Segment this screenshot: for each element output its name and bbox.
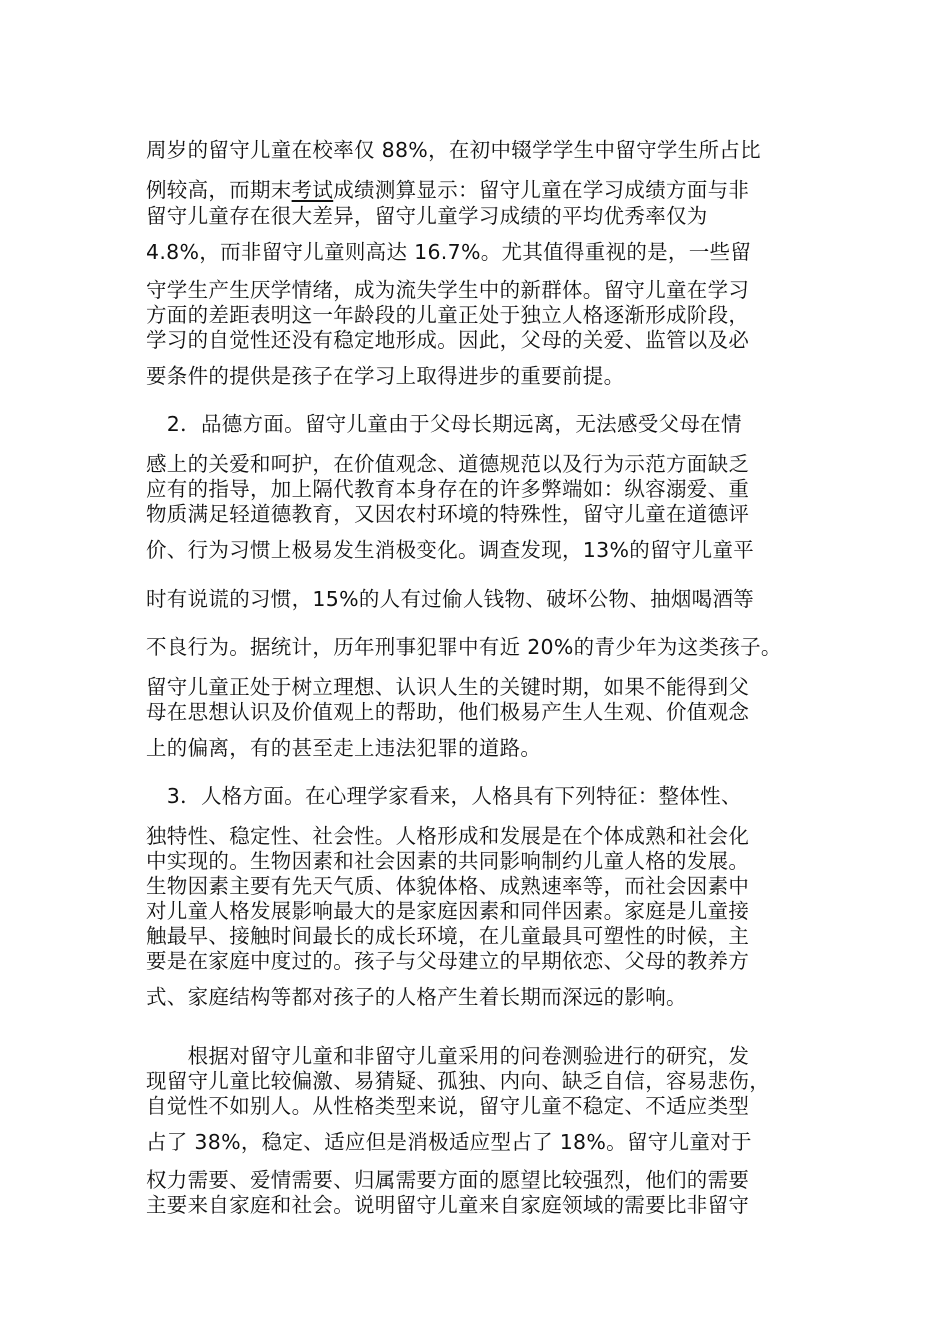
text-line: 自觉性不如别人。从性格类型来说，留守儿童不稳定、不适应类型 [146,1094,750,1118]
text-line: 守学生产生厌学情绪，成为流失学生中的新群体。留守儿童在学习 [146,278,750,302]
text-line: 触最早、接触时间最长的成长环境，在儿童最具可塑性的时候，主 [146,924,750,948]
text-line: 4.8%，而非留守儿童则高达 16.7%。尤其值得重视的是，一些留 [146,240,752,264]
underlined-link-text[interactable]: 考试 [291,178,334,202]
text-line: 上的偏离，有的甚至走上违法犯罪的道路。 [146,736,542,760]
text-line: 学习的自觉性还没有稳定地形成。因此，父母的关爱、监管以及必 [146,328,750,352]
text-line: 应有的指导，加上隔代教育本身存在的许多弊端如：纵容溺爱、重 [146,477,750,501]
text-line: 3．人格方面。在心理学家看来，人格具有下列特征：整体性、 [146,784,742,808]
text-line: 周岁的留守儿童在校率仅 88%，在初中辍学学生中留守学生所占比 [146,138,761,162]
text-line: 要条件的提供是孩子在学习上取得进步的重要前提。 [146,364,625,388]
text-line: 要是在家庭中度过的。孩子与父母建立的早期依恋、父母的教养方 [146,949,750,973]
text-line: 留守儿童正处于树立理想、认识人生的关键时期，如果不能得到父 [146,675,750,699]
text-line: 独特性、稳定性、社会性。人格形成和发展是在个体成熟和社会化 [146,824,750,848]
text-line: 母在思想认识及价值观上的帮助，他们极易产生人生观、价值观念 [146,700,750,724]
text-span: 例较高，而期末 [146,178,292,202]
text-line: 留守儿童存在很大差异，留守儿童学习成绩的平均优秀率仅为 [146,204,708,228]
text-line: 中实现的。生物因素和社会因素的共同影响制约儿童人格的发展。 [146,849,750,873]
text-line: 感上的关爱和呵护，在价值观念、道德规范以及行为示范方面缺乏 [146,452,750,476]
text-line: 主要来自家庭和社会。说明留守儿童来自家庭领域的需要比非留守 [146,1193,750,1217]
text-line: 方面的差距表明这一年龄段的儿童正处于独立人格逐渐形成阶段， [146,303,750,327]
text-line: 价、行为习惯上极易发生消极变化。调查发现，13%的留守儿童平 [146,538,755,562]
text-line: 2．品德方面。留守儿童由于父母长期远离，无法感受父母在情 [146,412,742,436]
text-line: 对儿童人格发展影响最大的是家庭因素和同伴因素。家庭是儿童接 [146,899,750,923]
text-line: 占了 38%，稳定、适应但是消极适应型占了 18%。留守儿童对于 [146,1130,752,1154]
text-line: 物质满足轻道德教育，又因农村环境的特殊性，留守儿童在道德评 [146,502,750,526]
text-line: 不良行为。据统计，历年刑事犯罪中有近 20%的青少年为这类孩子。 [146,635,782,659]
text-line: 现留守儿童比较偏激、易猜疑、孤独、内向、缺乏自信，容易悲伤， [146,1069,770,1093]
text-line: 根据对留守儿童和非留守儿童采用的问卷测验进行的研究，发 [146,1044,750,1068]
text-span: 成绩测算显示：留守儿童在学习成绩方面与非 [333,178,750,202]
text-line: 权力需要、爱情需要、归属需要方面的愿望比较强烈，他们的需要 [146,1168,750,1192]
text-line: 式、家庭结构等都对孩子的人格产生着长期而深远的影响。 [146,985,687,1009]
text-line: 时有说谎的习惯，15%的人有过偷人钱物、破坏公物、抽烟喝酒等 [146,587,755,611]
text-line: 生物因素主要有先天气质、体貌体格、成熟速率等，而社会因素中 [146,874,750,898]
text-line [146,177,749,203]
